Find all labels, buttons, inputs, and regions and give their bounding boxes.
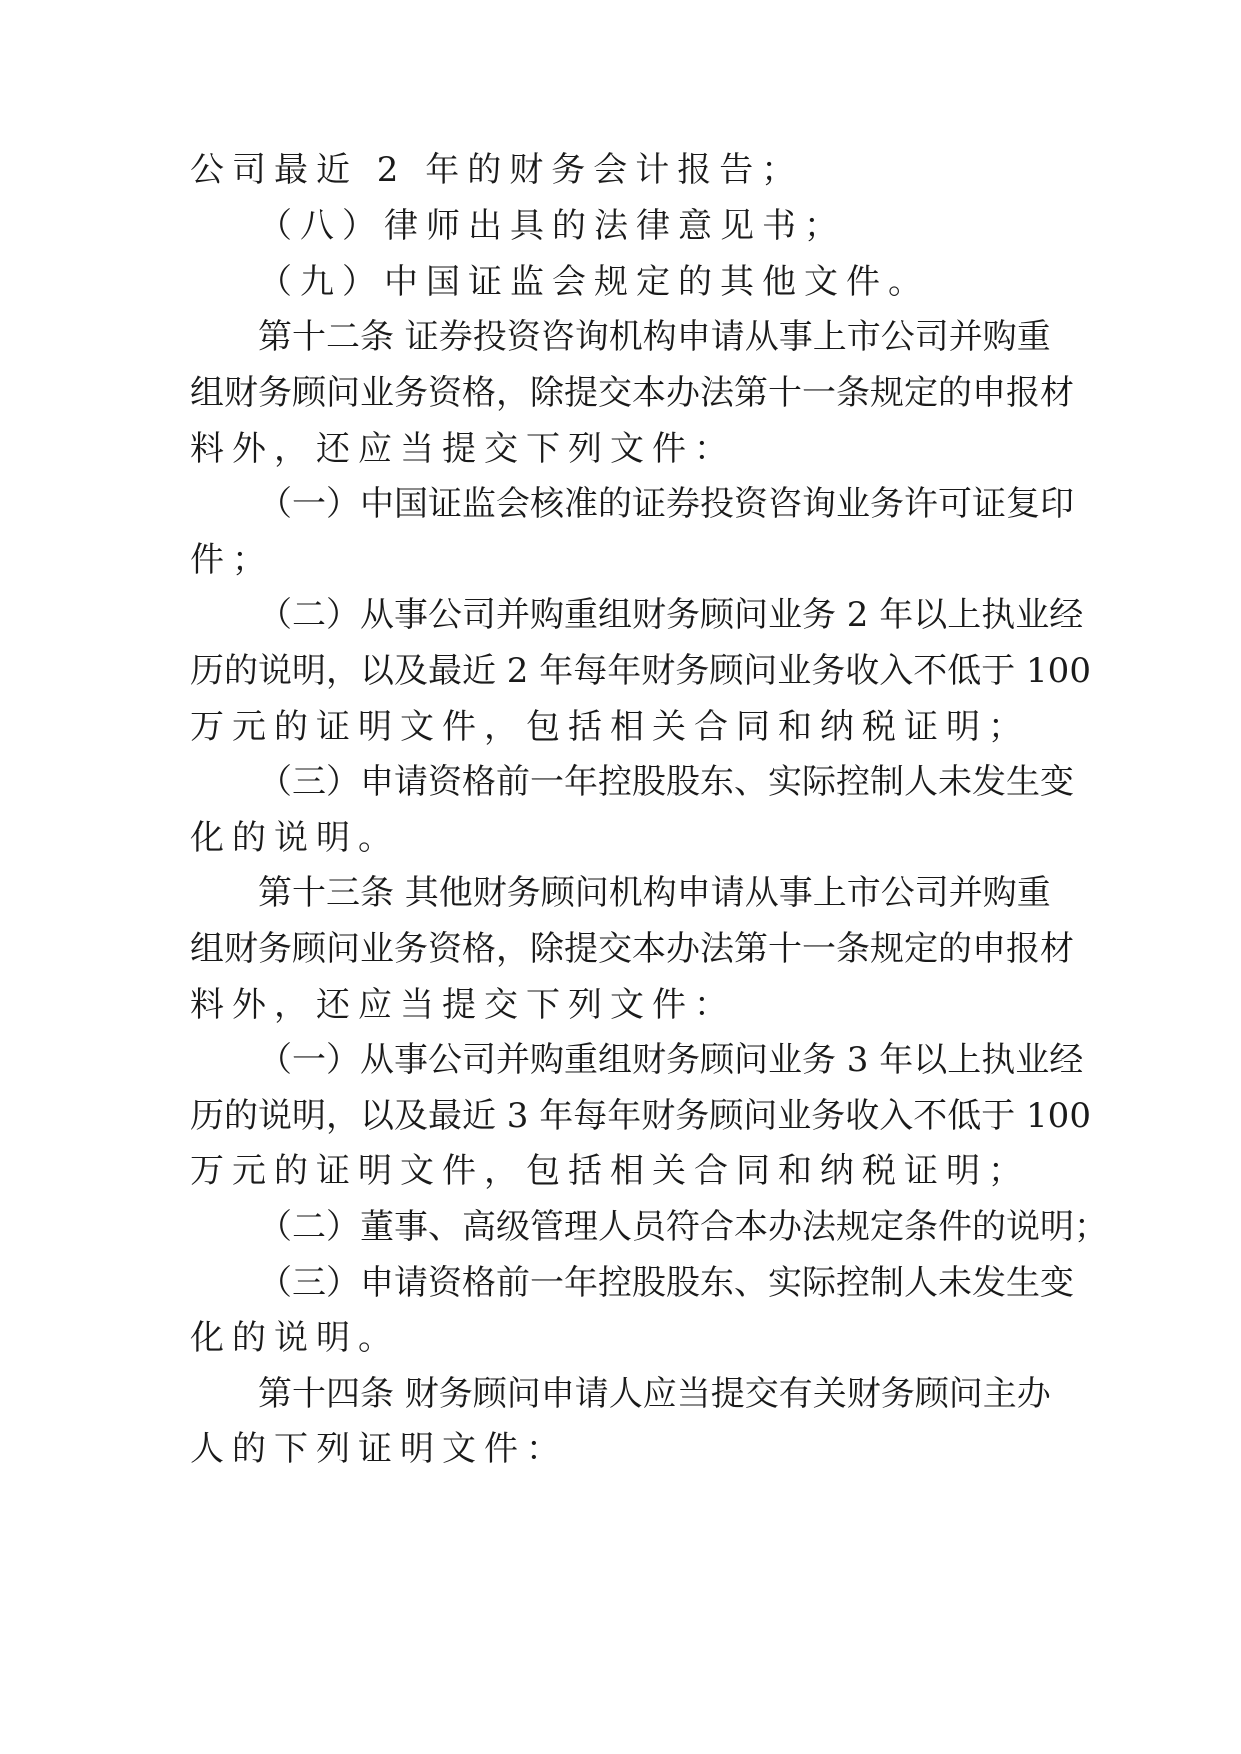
text-line: （二）董事、高级管理人员符合本办法规定条件的说明； bbox=[258, 1207, 1108, 1247]
article-13-heading-line: 第十三条 其他财务顾问机构申请从事上市公司并购重 bbox=[258, 873, 1051, 913]
text-line: （二）从事公司并购重组财务顾问业务 2 年以上执业经 bbox=[258, 595, 1084, 635]
text-line: 历的说明，以及最近 3 年每年财务顾问业务收入不低于 100 bbox=[190, 1096, 1091, 1136]
article-12-heading-line: 第十二条 证券投资咨询机构申请从事上市公司并购重 bbox=[258, 317, 1051, 357]
text-line: 历的说明，以及最近 2 年每年财务顾问业务收入不低于 100 bbox=[190, 651, 1091, 691]
article-14-heading-line: 第十四条 财务顾问申请人应当提交有关财务顾问主办 bbox=[258, 1374, 1051, 1414]
text-line: 万元的证明文件，包括相关合同和纳税证明； bbox=[190, 1151, 1030, 1191]
text-line: （三）申请资格前一年控股股东、实际控制人未发生变 bbox=[258, 1263, 1074, 1303]
text-line: 万元的证明文件，包括相关合同和纳税证明； bbox=[190, 707, 1030, 747]
text-line: （九）中国证监会规定的其他文件。 bbox=[258, 262, 930, 302]
text-line: （三）申请资格前一年控股股东、实际控制人未发生变 bbox=[258, 762, 1074, 802]
text-line: 化的说明。 bbox=[190, 818, 400, 858]
text-line: 组财务顾问业务资格，除提交本办法第十一条规定的申报材 bbox=[190, 373, 1074, 413]
text-line: 化的说明。 bbox=[190, 1318, 400, 1358]
text-line: 公司最近 2 年的财务会计报告； bbox=[190, 150, 804, 190]
text-line: 料外，还应当提交下列文件： bbox=[190, 429, 736, 469]
text-line: （一）中国证监会核准的证券投资咨询业务许可证复印 bbox=[258, 484, 1074, 524]
text-line: 组财务顾问业务资格，除提交本办法第十一条规定的申报材 bbox=[190, 929, 1074, 969]
text-line: （一）从事公司并购重组财务顾问业务 3 年以上执业经 bbox=[258, 1040, 1084, 1080]
text-line: （八）律师出具的法律意见书； bbox=[258, 206, 846, 246]
text-line: 料外，还应当提交下列文件： bbox=[190, 985, 736, 1025]
text-line: 人的下列证明文件： bbox=[190, 1429, 568, 1469]
text-line: 件； bbox=[190, 540, 274, 580]
